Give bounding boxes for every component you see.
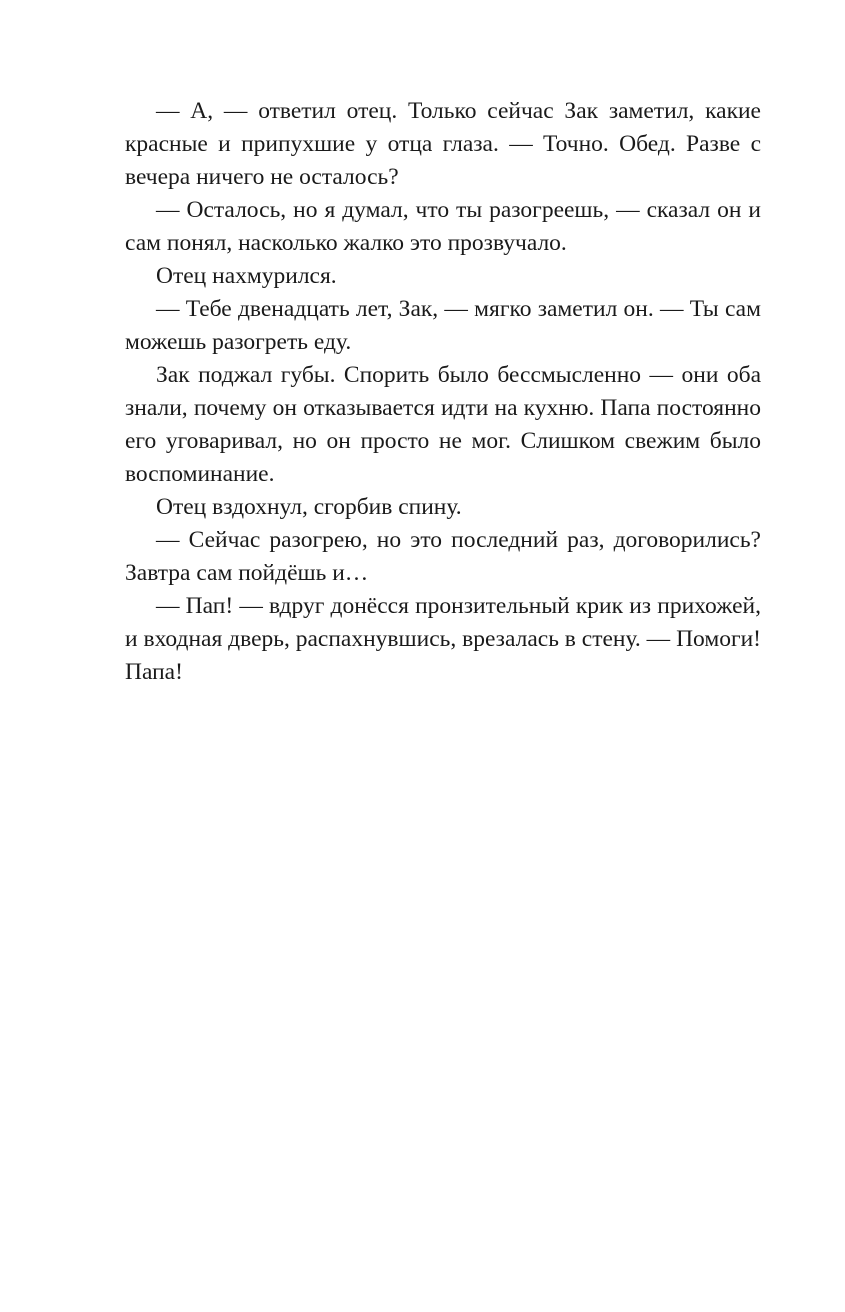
paragraph-5: Зак поджал губы. Спорить было бессмысленно — они оба знали, почему он отказывается идти на кухню. Папа постоянно его уговаривал, но он просто не мог. Слишком свежим было воспоминание. xyxy=(125,362,761,487)
paragraph-3: Отец нахмурился. xyxy=(156,263,337,289)
paragraph-2: — Осталось, но я думал, что ты разогреешь, — сказал он и сам понял, насколько жалко это прозвучало. xyxy=(125,197,761,256)
paragraph-4: — Тебе двенадцать лет, Зак, — мягко заметил он. — Ты сам можешь разогреть еду. xyxy=(125,296,761,355)
paragraph-7: — Сейчас разогрею, но это последний раз, договорились? Завтра сам пойдёшь и… xyxy=(125,527,761,586)
paragraph-6: Отец вздохнул, сгорбив спину. xyxy=(156,494,462,520)
paragraph-8: — Пап! — вдруг донёсся пронзительный крик из прихожей, и входная дверь, распахнувшись, врезалась в стену. — Помоги! Папа! xyxy=(125,593,761,685)
paragraph-1: — А, — ответил отец. Только сейчас Зак заметил, какие красные и припухшие у отца глаза. — Точно. Обед. Разве с вечера ничего не осталось? xyxy=(125,98,761,190)
book-page-text xyxy=(125,95,761,689)
